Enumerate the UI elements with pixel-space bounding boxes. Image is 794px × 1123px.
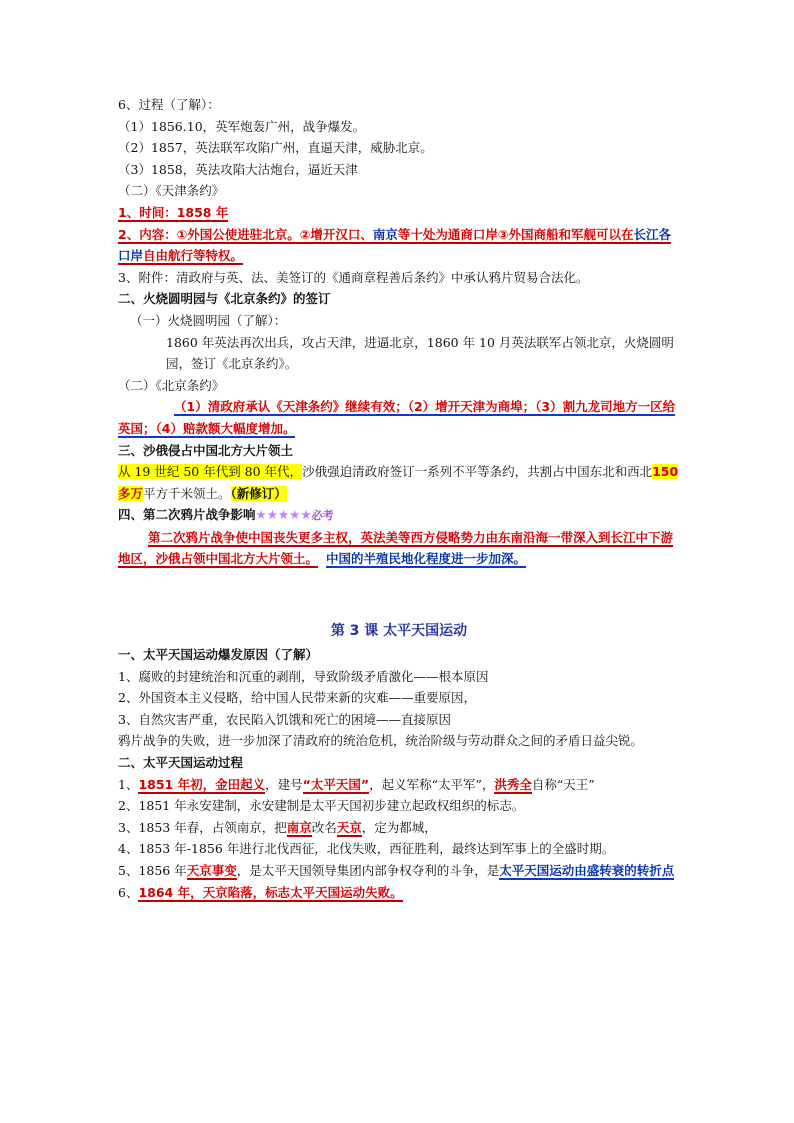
process-step-3-text-c: ，定为都城， xyxy=(361,819,437,835)
cause-3: 3、自然灾害严重，农民陷入饥饿和死亡的困境——直接原因 xyxy=(118,711,451,727)
tianjin-treaty-heading: （二）《天津条约》 xyxy=(118,183,225,199)
nanjing-name: 南京 xyxy=(286,819,312,835)
process-step-1-text-a: ，建号 xyxy=(265,776,303,792)
tianjin-content xyxy=(118,224,680,267)
process-step-3-text-b: 改名 xyxy=(311,819,337,835)
tianjin-appendix: 3、附件：清政府与英、法、美签订的《通商章程善后条约》中承认鸦片贸易合法化。 xyxy=(118,269,589,285)
impact-text xyxy=(118,527,680,570)
process-step-3-text-a: 3、1853 年春，占领南京，把 xyxy=(118,819,287,835)
cause-1: 1、腐败的封建统治和沉重的剥削，导致阶级矛盾激化——根本原因 xyxy=(118,668,489,684)
tianjing-name: 天京 xyxy=(336,819,362,835)
process-heading: 6、过程（了解）： xyxy=(118,97,220,112)
tianjin-content-part-1: 2、内容：①外国公使进驻北京。②增开汉口、 xyxy=(118,226,373,242)
process-step-1-num: 1、 xyxy=(118,776,139,792)
movement-failure: 1864 年，天京陷落，标志太平天国运动失败。 xyxy=(138,884,403,900)
tianjing-incident: 天京事变 xyxy=(186,863,237,878)
tianjin-time xyxy=(118,202,680,224)
russia-period: 从 19 世纪 50 年代到 80 年代， xyxy=(118,464,303,480)
russia-text-body: 沙俄强迫清政府签订一系列不平等条约，共割占中国东北和西北 xyxy=(302,464,653,480)
tianjin-content-part-3: 自由航行等特权。 xyxy=(143,248,244,264)
tianjin-content-nanjing: 南京 xyxy=(372,226,398,242)
beijing-treaty-heading: （二）《北京条约》 xyxy=(118,377,225,393)
cause-summary: 鸦片战争的失败，进一步加深了清政府的统治危机，统治阶级与劳动群众之间的矛盾日益尖锐。 xyxy=(118,733,644,749)
lesson-3-title: 第 3 课 太平天国运动 xyxy=(330,623,468,640)
impact-red-text: 第二次鸦片战争使中国丧失更多主权，英法美等西方侵略势力由东南沿海一带深入到长江中下游地区，沙俄占领中国北方大片领土。 xyxy=(118,529,674,567)
burning-text xyxy=(118,332,680,375)
process-step-5-text-b: ，是太平天国领导集团内部争权夺利的斗争，是 xyxy=(236,863,500,878)
beijing-treaty-content xyxy=(118,396,680,439)
process-step-1-text-b: ，起义军称“太平军”， xyxy=(369,776,495,792)
process-step-1-text-c: 自称“天王” xyxy=(531,776,595,792)
process-item-3: （3）1858，英法攻陷大沽炮台，逼近天津 xyxy=(118,161,358,177)
process-step-6 xyxy=(118,882,680,904)
process-step-4: 4、1853 年-1856 年进行北伐西征，北伐失败，西征胜利，最终达到军事上的全盛时期。 xyxy=(118,841,615,857)
burning-text-body: 1860 年英法再次出兵，攻占天津，进逼北京，1860 年 10 月英法联军占领北京，火烧圆明园，签订《北京条约》。 xyxy=(166,334,674,372)
tianjin-content-part-2: 等十处为通商口岸③外国商船和军舰可以在 xyxy=(397,226,634,242)
taiping-name: “太平天国” xyxy=(302,776,370,792)
process-item-1: （1）1856.10，英军炮轰广州，战争爆发。 xyxy=(118,118,366,134)
process-step-1 xyxy=(118,774,680,796)
russia-text-end: 平方千米领土。 xyxy=(143,485,231,501)
page-content xyxy=(118,94,680,903)
russia-text xyxy=(118,461,680,504)
section-4-heading xyxy=(118,504,680,527)
jintian-uprising: 1851 年初，金田起义 xyxy=(138,776,266,792)
process-step-6-num: 6、 xyxy=(118,884,139,900)
process-step-2: 2、1851 年永安建制，永安建制是太平天国初步建立起政权组织的标志。 xyxy=(118,798,525,814)
revised-badge: （新修订） xyxy=(230,485,287,501)
section-2-heading: 二、火烧圆明园与《北京条约》的签订 xyxy=(118,291,331,307)
causes-heading: 一、太平天国运动爆发原因（了解） xyxy=(118,647,319,663)
process-step-3 xyxy=(118,817,680,839)
star-rating-icon: ★★★★★ xyxy=(255,507,312,523)
process-section-heading: 二、太平天国运动过程 xyxy=(118,755,244,771)
process-step-5 xyxy=(118,860,680,882)
burning-heading: （一）火烧圆明园（了解）： xyxy=(130,312,287,328)
tianjin-content-yangtze: 长江各口岸 xyxy=(118,226,671,264)
must-test-tag: 必考 xyxy=(311,509,334,523)
section-4-title: 四、第二次鸦片战争影响 xyxy=(118,507,256,523)
turning-point: 太平天国运动由盛转衰的转折点 xyxy=(499,863,675,878)
process-item-2: （2）1857，英法联军攻陷广州，直逼天津，威胁北京。 xyxy=(118,140,433,156)
hong-xiuquan: 洪秀全 xyxy=(494,776,532,792)
beijing-treaty-text: （1）清政府承认《天津条约》继续有效；（2）增开天津为商埠；（3）割九龙司地方一区给英国；（4）赔款额大幅度增加。 xyxy=(118,399,676,436)
impact-blue-text: 中国的半殖民地化程度进一步加深。 xyxy=(325,551,526,567)
cause-2: 2、外国资本主义侵略，给中国人民带来新的灾难——重要原因， xyxy=(118,690,476,706)
russia-area: 150 多万 xyxy=(118,464,679,501)
section-3-heading: 三、沙俄侵占中国北方大片领土 xyxy=(118,442,294,458)
tianjin-time-text: 1、时间：1858 年 xyxy=(118,204,229,220)
process-step-5-text-a: 5、1856 年 xyxy=(118,863,187,878)
